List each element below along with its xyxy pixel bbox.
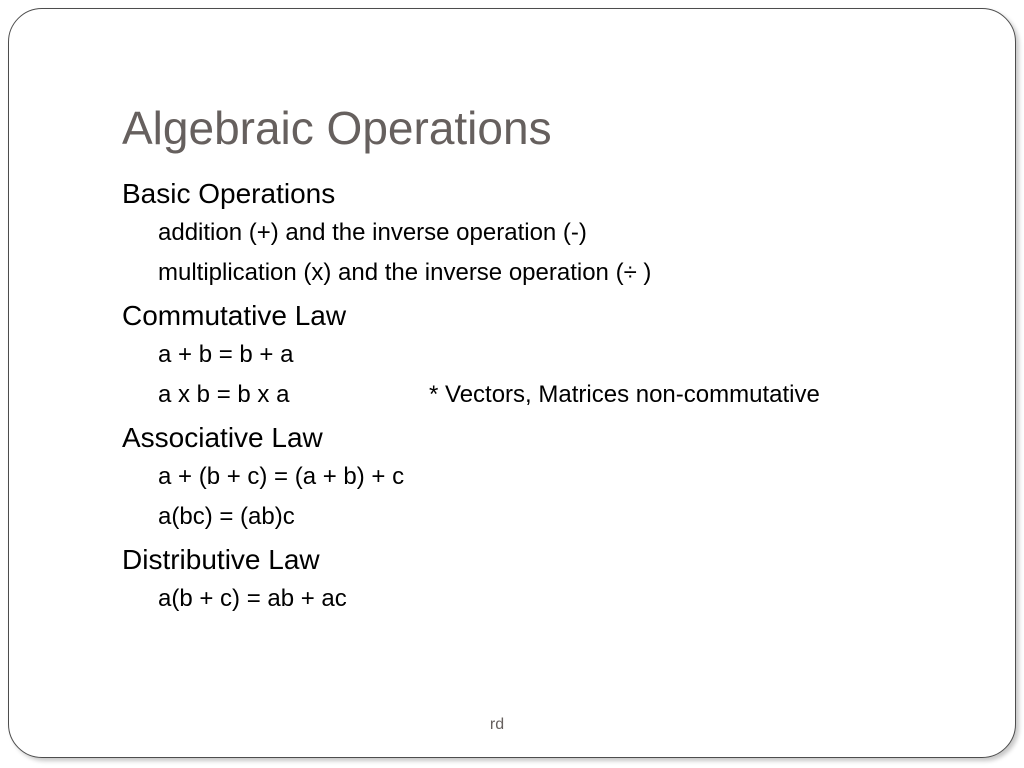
side-note: * Vectors, Matrices non-commutative [429,381,820,408]
slide-title: Algebraic Operations [122,102,552,154]
list-item-with-note [122,375,1002,415]
list-item: a(bc) = (ab)c [158,503,295,530]
list-item: a(b + c) = ab + ac [158,585,347,612]
section-heading: Distributive Law [122,544,320,575]
section-distributive-law [122,541,1002,619]
section-heading: Commutative Law [122,300,347,331]
section-basic-operations [122,175,1002,293]
list-item: a + (b + c) = (a + b) + c [158,463,405,490]
list-item: addition (+) and the inverse operation (-) [158,219,587,246]
list-item-text: a x b = b x a [158,381,290,408]
section-commutative-law [122,297,1002,415]
slide-content [122,175,1002,619]
slide-footer: rd [489,716,505,733]
list-item: multiplication (x) and the inverse operation (÷ ) [158,259,652,286]
section-associative-law [122,419,1002,537]
section-heading: Associative Law [122,422,323,453]
section-heading: Basic Operations [122,178,336,209]
list-item: a + b = b + a [158,341,294,368]
slide-frame [8,8,1016,758]
